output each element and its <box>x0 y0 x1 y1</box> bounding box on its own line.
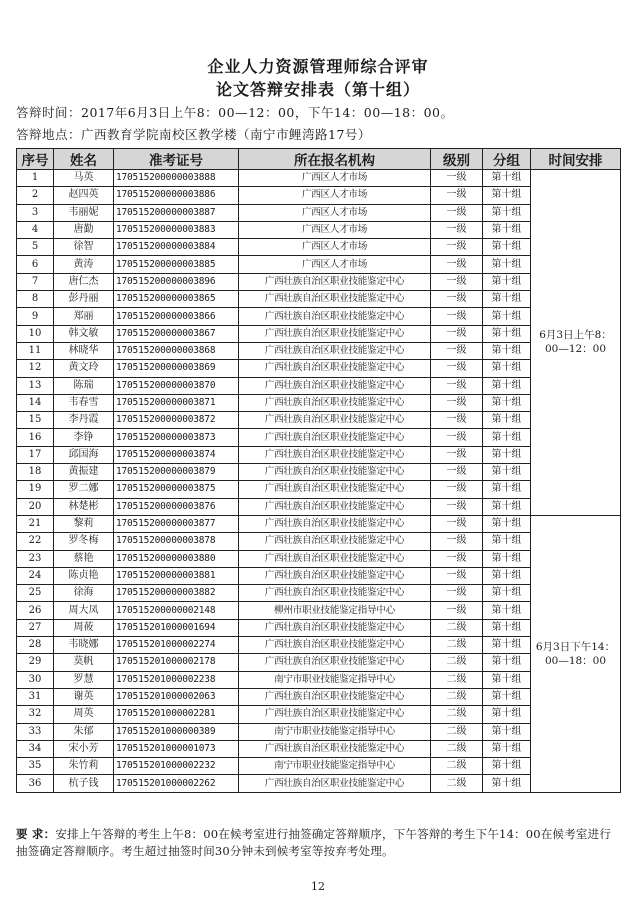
header-group: 分组 <box>483 149 531 170</box>
table-body <box>17 170 621 793</box>
org-cell: 南宁市职业技能鉴定指导中心 <box>239 723 431 740</box>
seq-cell: 27 <box>17 619 54 636</box>
name-cell: 邱国海 <box>54 446 114 463</box>
seq-cell: 1 <box>17 170 54 187</box>
level-cell: 一级 <box>431 498 483 515</box>
group-cell: 第十组 <box>483 706 531 723</box>
group-cell: 第十组 <box>483 567 531 584</box>
header-level: 级别 <box>431 149 483 170</box>
level-cell: 一级 <box>431 325 483 342</box>
exam-id-cell: 170515201000000389 <box>114 723 239 740</box>
level-cell: 一级 <box>431 429 483 446</box>
seq-cell: 5 <box>17 239 54 256</box>
seq-cell: 10 <box>17 325 54 342</box>
org-cell: 广西壮族自治区职业技能鉴定中心 <box>239 619 431 636</box>
group-cell: 第十组 <box>483 688 531 705</box>
level-cell: 二级 <box>431 637 483 654</box>
defense-place-line: 答辩地点：广西教育学院南校区教学楼（南宁市鲤湾路17号） <box>16 127 371 142</box>
table-row <box>17 498 621 515</box>
level-cell: 一级 <box>431 221 483 238</box>
org-cell: 广西壮族自治区职业技能鉴定中心 <box>239 308 431 325</box>
exam-id-cell: 170515200000003888 <box>114 170 239 187</box>
name-cell: 郑丽 <box>54 308 114 325</box>
seq-cell: 7 <box>17 273 54 290</box>
table-row <box>17 775 621 792</box>
seq-cell: 11 <box>17 342 54 359</box>
table-row <box>17 515 621 532</box>
org-cell: 广西壮族自治区职业技能鉴定中心 <box>239 515 431 532</box>
document-subtitle: 论文答辩安排表（第十组） <box>215 80 420 99</box>
document-title: 企业人力资源管理师综合评审 <box>207 57 429 76</box>
name-cell: 彭丹丽 <box>54 291 114 308</box>
table-row <box>17 446 621 463</box>
name-cell: 唐勤 <box>54 221 114 238</box>
table-row <box>17 654 621 671</box>
name-cell: 林楚彬 <box>54 498 114 515</box>
exam-id-cell: 170515200000003882 <box>114 585 239 602</box>
group-cell: 第十组 <box>483 325 531 342</box>
exam-id-cell: 170515200000003871 <box>114 394 239 411</box>
seq-cell: 22 <box>17 533 54 550</box>
table-row <box>17 360 621 377</box>
group-cell: 第十组 <box>483 533 531 550</box>
exam-id-cell: 170515201000002238 <box>114 671 239 688</box>
level-cell: 一级 <box>431 170 483 187</box>
name-cell: 李丹霞 <box>54 412 114 429</box>
table-row <box>17 533 621 550</box>
exam-id-cell: 170515201000001073 <box>114 740 239 757</box>
org-cell: 广西区人才市场 <box>239 187 431 204</box>
table-row <box>17 723 621 740</box>
group-cell: 第十组 <box>483 256 531 273</box>
exam-id-cell: 170515200000003877 <box>114 515 239 532</box>
group-cell: 第十组 <box>483 585 531 602</box>
table-header-row <box>17 149 621 170</box>
seq-cell: 25 <box>17 585 54 602</box>
exam-id-cell: 170515200000003870 <box>114 377 239 394</box>
group-cell: 第十组 <box>483 464 531 481</box>
exam-id-cell: 170515200000003884 <box>114 239 239 256</box>
level-cell: 二级 <box>431 619 483 636</box>
table-row <box>17 342 621 359</box>
exam-id-cell: 170515200000003885 <box>114 256 239 273</box>
seq-cell: 2 <box>17 187 54 204</box>
group-cell: 第十组 <box>483 498 531 515</box>
exam-id-cell: 170515200000003881 <box>114 567 239 584</box>
name-cell: 陈瑞 <box>54 377 114 394</box>
org-cell: 广西壮族自治区职业技能鉴定中心 <box>239 342 431 359</box>
schedule-table <box>16 148 621 793</box>
org-cell: 南宁市职业技能鉴定指导中心 <box>239 671 431 688</box>
header-name: 姓名 <box>54 149 114 170</box>
table-row <box>17 187 621 204</box>
level-cell: 一级 <box>431 308 483 325</box>
level-cell: 一级 <box>431 515 483 532</box>
seq-cell: 26 <box>17 602 54 619</box>
name-cell: 谢英 <box>54 688 114 705</box>
group-cell: 第十组 <box>483 723 531 740</box>
seq-cell: 36 <box>17 775 54 792</box>
seq-cell: 21 <box>17 515 54 532</box>
level-cell: 一级 <box>431 567 483 584</box>
exam-id-cell: 170515200000003873 <box>114 429 239 446</box>
table-row <box>17 429 621 446</box>
group-cell: 第十组 <box>483 758 531 775</box>
exam-id-cell: 170515200000003878 <box>114 533 239 550</box>
group-cell: 第十组 <box>483 481 531 498</box>
org-cell: 广西壮族自治区职业技能鉴定中心 <box>239 291 431 308</box>
level-cell: 一级 <box>431 550 483 567</box>
org-cell: 广西壮族自治区职业技能鉴定中心 <box>239 654 431 671</box>
seq-cell: 28 <box>17 637 54 654</box>
org-cell: 广西壮族自治区职业技能鉴定中心 <box>239 360 431 377</box>
seq-cell: 23 <box>17 550 54 567</box>
org-cell: 广西区人才市场 <box>239 239 431 256</box>
exam-id-cell: 170515200000003875 <box>114 481 239 498</box>
seq-cell: 33 <box>17 723 54 740</box>
table-row <box>17 464 621 481</box>
exam-id-cell: 170515201000002232 <box>114 758 239 775</box>
table-row <box>17 481 621 498</box>
seq-cell: 34 <box>17 740 54 757</box>
org-cell: 广西壮族自治区职业技能鉴定中心 <box>239 498 431 515</box>
level-cell: 一级 <box>431 394 483 411</box>
name-cell: 周大凤 <box>54 602 114 619</box>
name-cell: 朱竹莉 <box>54 758 114 775</box>
exam-id-cell: 170515200000003872 <box>114 412 239 429</box>
group-cell: 第十组 <box>483 291 531 308</box>
name-cell: 莫帆 <box>54 654 114 671</box>
name-cell: 罗二娜 <box>54 481 114 498</box>
name-cell: 赵四英 <box>54 187 114 204</box>
seq-cell: 16 <box>17 429 54 446</box>
name-cell: 罗慧 <box>54 671 114 688</box>
org-cell: 广西壮族自治区职业技能鉴定中心 <box>239 446 431 463</box>
exam-id-cell: 170515201000001694 <box>114 619 239 636</box>
level-cell: 一级 <box>431 187 483 204</box>
level-cell: 一级 <box>431 204 483 221</box>
seq-cell: 17 <box>17 446 54 463</box>
seq-cell: 35 <box>17 758 54 775</box>
org-cell: 广西区人才市场 <box>239 221 431 238</box>
exam-id-cell: 170515200000003874 <box>114 446 239 463</box>
seq-cell: 12 <box>17 360 54 377</box>
name-cell: 韦春雪 <box>54 394 114 411</box>
table-row <box>17 394 621 411</box>
exam-id-cell: 170515200000003866 <box>114 308 239 325</box>
level-cell: 一级 <box>431 342 483 359</box>
level-cell: 一级 <box>431 360 483 377</box>
org-cell: 广西壮族自治区职业技能鉴定中心 <box>239 464 431 481</box>
header-time: 时间安排 <box>531 149 621 170</box>
seq-cell: 32 <box>17 706 54 723</box>
name-cell: 周莜 <box>54 619 114 636</box>
table-row <box>17 221 621 238</box>
page-number: 12 <box>311 880 325 893</box>
org-cell: 广西壮族自治区职业技能鉴定中心 <box>239 377 431 394</box>
table-row <box>17 602 621 619</box>
org-cell: 广西区人才市场 <box>239 256 431 273</box>
group-cell: 第十组 <box>483 204 531 221</box>
group-cell: 第十组 <box>483 187 531 204</box>
name-cell: 徐智 <box>54 239 114 256</box>
name-cell: 朱郁 <box>54 723 114 740</box>
seq-cell: 18 <box>17 464 54 481</box>
group-cell: 第十组 <box>483 170 531 187</box>
group-cell: 第十组 <box>483 412 531 429</box>
table-row <box>17 637 621 654</box>
table-row <box>17 585 621 602</box>
level-cell: 一级 <box>431 585 483 602</box>
org-cell: 广西壮族自治区职业技能鉴定中心 <box>239 688 431 705</box>
org-cell: 广西壮族自治区职业技能鉴定中心 <box>239 429 431 446</box>
name-cell: 黄振建 <box>54 464 114 481</box>
exam-id-cell: 170515200000003896 <box>114 273 239 290</box>
exam-id-cell: 170515200000003867 <box>114 325 239 342</box>
name-cell: 罗冬梅 <box>54 533 114 550</box>
org-cell: 柳州市职业技能鉴定指导中心 <box>239 602 431 619</box>
name-cell: 韩文敏 <box>54 325 114 342</box>
exam-id-cell: 170515201000002178 <box>114 654 239 671</box>
table-row <box>17 308 621 325</box>
seq-cell: 24 <box>17 567 54 584</box>
exam-id-cell: 170515200000002148 <box>114 602 239 619</box>
table-row <box>17 256 621 273</box>
table-row <box>17 758 621 775</box>
header-org: 所在报名机构 <box>239 149 431 170</box>
table-row <box>17 567 621 584</box>
org-cell: 广西壮族自治区职业技能鉴定中心 <box>239 550 431 567</box>
org-cell: 广西壮族自治区职业技能鉴定中心 <box>239 273 431 290</box>
seq-cell: 29 <box>17 654 54 671</box>
name-cell: 周英 <box>54 706 114 723</box>
table-row <box>17 550 621 567</box>
org-cell: 广西壮族自治区职业技能鉴定中心 <box>239 567 431 584</box>
group-cell: 第十组 <box>483 602 531 619</box>
level-cell: 一级 <box>431 291 483 308</box>
header-exam-id: 准考证号 <box>114 149 239 170</box>
time-slot-afternoon: 6月3日下午14：00—18：00 <box>531 515 621 792</box>
group-cell: 第十组 <box>483 740 531 757</box>
group-cell: 第十组 <box>483 239 531 256</box>
group-cell: 第十组 <box>483 446 531 463</box>
table-row <box>17 688 621 705</box>
level-cell: 二级 <box>431 740 483 757</box>
table-row <box>17 291 621 308</box>
group-cell: 第十组 <box>483 654 531 671</box>
group-cell: 第十组 <box>483 429 531 446</box>
level-cell: 一级 <box>431 239 483 256</box>
group-cell: 第十组 <box>483 637 531 654</box>
name-cell: 黄文玲 <box>54 360 114 377</box>
exam-id-cell: 170515200000003886 <box>114 187 239 204</box>
org-cell: 广西壮族自治区职业技能鉴定中心 <box>239 481 431 498</box>
group-cell: 第十组 <box>483 308 531 325</box>
level-cell: 一级 <box>431 481 483 498</box>
table-row <box>17 377 621 394</box>
seq-cell: 3 <box>17 204 54 221</box>
table-row <box>17 740 621 757</box>
org-cell: 广西壮族自治区职业技能鉴定中心 <box>239 740 431 757</box>
exam-id-cell: 170515201000002281 <box>114 706 239 723</box>
table-row <box>17 325 621 342</box>
level-cell: 一级 <box>431 256 483 273</box>
level-cell: 一级 <box>431 533 483 550</box>
name-cell: 马英 <box>54 170 114 187</box>
org-cell: 广西壮族自治区职业技能鉴定中心 <box>239 394 431 411</box>
level-cell: 一级 <box>431 273 483 290</box>
exam-id-cell: 170515200000003879 <box>114 464 239 481</box>
seq-cell: 9 <box>17 308 54 325</box>
seq-cell: 6 <box>17 256 54 273</box>
name-cell: 陈贞艳 <box>54 567 114 584</box>
org-cell: 广西区人才市场 <box>239 170 431 187</box>
exam-id-cell: 170515201000002262 <box>114 775 239 792</box>
name-cell: 杭子钱 <box>54 775 114 792</box>
group-cell: 第十组 <box>483 377 531 394</box>
name-cell: 李铮 <box>54 429 114 446</box>
level-cell: 一级 <box>431 412 483 429</box>
group-cell: 第十组 <box>483 342 531 359</box>
seq-cell: 8 <box>17 291 54 308</box>
level-cell: 二级 <box>431 706 483 723</box>
note-text: 安排上午答辩的考生上午8：00在候考室进行抽签确定答辩顺序，下午答辩的考生下午14：00在候考室进行抽签确定答辩顺序。考生超过抽签时间30分钟未到候考室等按弃考处理。 <box>16 827 612 858</box>
name-cell: 韦丽妮 <box>54 204 114 221</box>
org-cell: 广西区人才市场 <box>239 204 431 221</box>
exam-id-cell: 170515200000003868 <box>114 342 239 359</box>
group-cell: 第十组 <box>483 515 531 532</box>
group-cell: 第十组 <box>483 221 531 238</box>
name-cell: 蔡艳 <box>54 550 114 567</box>
level-cell: 二级 <box>431 688 483 705</box>
level-cell: 一级 <box>431 377 483 394</box>
exam-id-cell: 170515200000003865 <box>114 291 239 308</box>
note-label: 要 求： <box>16 827 56 841</box>
group-cell: 第十组 <box>483 273 531 290</box>
exam-id-cell: 170515200000003883 <box>114 221 239 238</box>
org-cell: 广西壮族自治区职业技能鉴定中心 <box>239 412 431 429</box>
table-row <box>17 619 621 636</box>
seq-cell: 30 <box>17 671 54 688</box>
time-slot-morning: 6月3日上午8：00—12：00 <box>531 170 621 516</box>
org-cell: 南宁市职业技能鉴定指导中心 <box>239 758 431 775</box>
seq-cell: 20 <box>17 498 54 515</box>
level-cell: 二级 <box>431 758 483 775</box>
table-row <box>17 273 621 290</box>
group-cell: 第十组 <box>483 550 531 567</box>
name-cell: 黄涛 <box>54 256 114 273</box>
name-cell: 宋小芳 <box>54 740 114 757</box>
level-cell: 一级 <box>431 446 483 463</box>
seq-cell: 19 <box>17 481 54 498</box>
level-cell: 二级 <box>431 723 483 740</box>
table-row <box>17 204 621 221</box>
exam-id-cell: 170515201000002274 <box>114 637 239 654</box>
table-row <box>17 671 621 688</box>
name-cell: 黎莉 <box>54 515 114 532</box>
table-row <box>17 706 621 723</box>
level-cell: 一级 <box>431 602 483 619</box>
name-cell: 唐仁杰 <box>54 273 114 290</box>
seq-cell: 14 <box>17 394 54 411</box>
exam-id-cell: 170515201000002063 <box>114 688 239 705</box>
org-cell: 广西壮族自治区职业技能鉴定中心 <box>239 325 431 342</box>
defense-time-line: 答辩时间：2017年6月3日上午8：00—12：00，下午14：00—18：00。 <box>16 105 454 120</box>
level-cell: 一级 <box>431 464 483 481</box>
org-cell: 广西壮族自治区职业技能鉴定中心 <box>239 585 431 602</box>
level-cell: 二级 <box>431 775 483 792</box>
seq-cell: 15 <box>17 412 54 429</box>
exam-id-cell: 170515200000003876 <box>114 498 239 515</box>
group-cell: 第十组 <box>483 394 531 411</box>
group-cell: 第十组 <box>483 619 531 636</box>
requirements-note <box>16 826 620 860</box>
seq-cell: 31 <box>17 688 54 705</box>
name-cell: 林晓华 <box>54 342 114 359</box>
seq-cell: 4 <box>17 221 54 238</box>
name-cell: 韦晓娜 <box>54 637 114 654</box>
level-cell: 二级 <box>431 671 483 688</box>
table-row <box>17 412 621 429</box>
org-cell: 广西壮族自治区职业技能鉴定中心 <box>239 533 431 550</box>
group-cell: 第十组 <box>483 671 531 688</box>
exam-id-cell: 170515200000003887 <box>114 204 239 221</box>
org-cell: 广西壮族自治区职业技能鉴定中心 <box>239 706 431 723</box>
table-row <box>17 239 621 256</box>
org-cell: 广西壮族自治区职业技能鉴定中心 <box>239 637 431 654</box>
seq-cell: 13 <box>17 377 54 394</box>
table-row <box>17 170 621 187</box>
exam-id-cell: 170515200000003880 <box>114 550 239 567</box>
org-cell: 广西壮族自治区职业技能鉴定中心 <box>239 775 431 792</box>
header-seq: 序号 <box>17 149 54 170</box>
group-cell: 第十组 <box>483 360 531 377</box>
group-cell: 第十组 <box>483 775 531 792</box>
name-cell: 徐海 <box>54 585 114 602</box>
exam-id-cell: 170515200000003869 <box>114 360 239 377</box>
level-cell: 二级 <box>431 654 483 671</box>
